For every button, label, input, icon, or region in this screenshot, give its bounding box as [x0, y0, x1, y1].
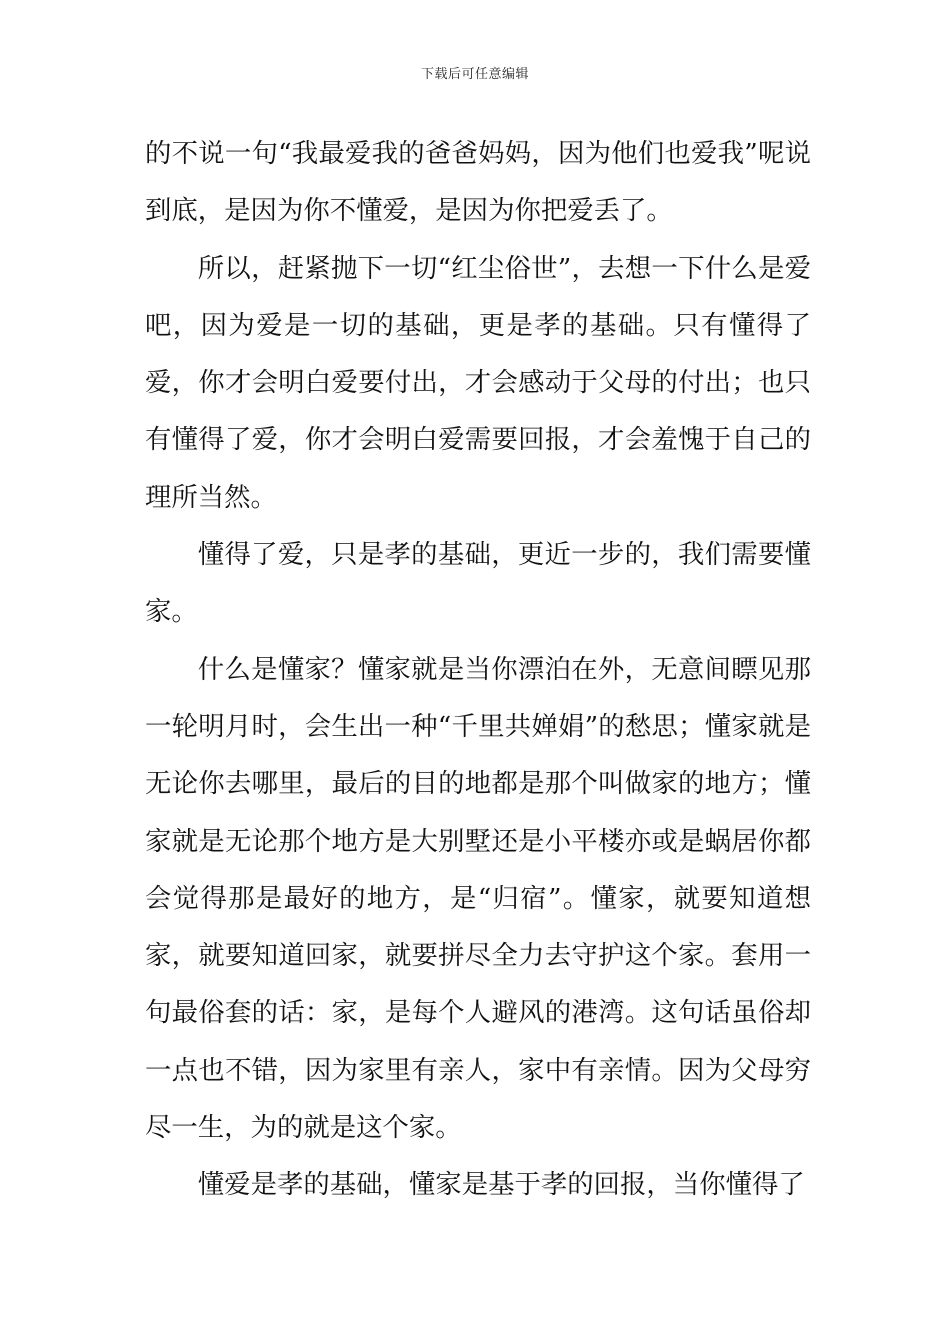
page-header: 下载后可任意编辑 — [420, 67, 529, 82]
paragraph-2: 所以，赶紧抛下一切“红尘俗世”，去想一下什么是爱吧，因为爱是一切的基础，更是孝的基础。只有懂得了爱，你才会明白爱要付出，才会感动于父母的付出；也只有懂得了爱，你才会明白爱需要回报，才会羞愧于自己的理所当然。 — [145, 252, 811, 513]
paragraph-5: 懂爱是孝的基础，懂家是基于孝的回报，当你懂得了 — [197, 1169, 805, 1201]
paragraph-3: 懂得了爱，只是孝的基础，更近一步的，我们需要懂家。 — [145, 539, 811, 628]
document-body — [145, 125, 811, 1214]
paragraph-1: 的不说一句“我最爱我的爸爸妈妈，因为他们也爱我”呢说到底，是因为你不懂爱，是因为你把爱丢了。 — [145, 138, 811, 227]
paragraph-4: 什么是懂家？懂家就是当你漂泊在外，无意间瞟见那一轮明月时，会生出一种“千里共婵娟”的愁思；懂家就是无论你去哪里，最后的目的地都是那个叫做家的地方；懂家就是无论那个地方是大别墅还是小平楼亦或是蜗居你都会觉得那是最好的地方，是“归宿”。懂家，就要知道想家，就要知道回家，就要拼尽全力去守护这个家。套用一句最俗套的话：家，是每个人避风的港湾。这句话虽俗却一点也不错，因为家里有亲人，家中有亲情。因为父母穷尽一生，为的就是这个家。 — [145, 653, 811, 1144]
